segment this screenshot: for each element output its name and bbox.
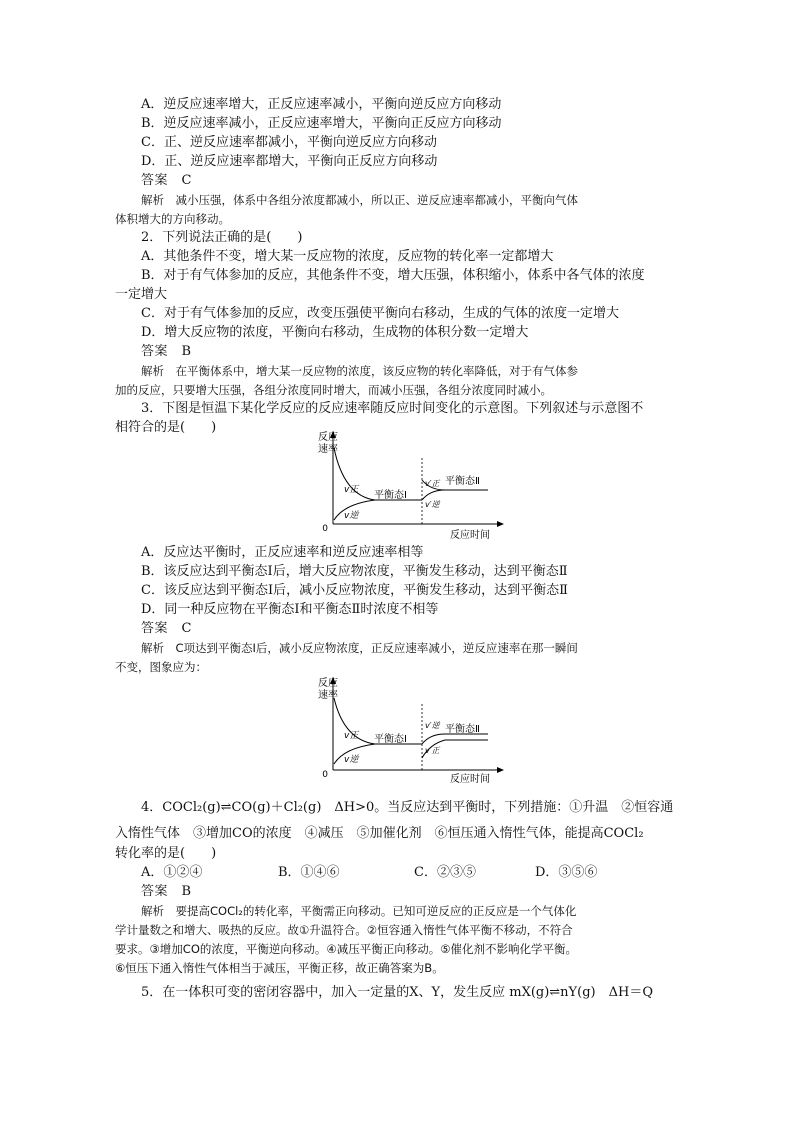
q2-option-b-line1: B．对于有气体参加的反应，其他条件不变，增大压强，体积缩小，体系中各气体的浓度 bbox=[141, 268, 645, 283]
q3-stem-line1: 3．下图是恒温下某化学反应的反应速率随反应时间变化的示意图。下列叙述与示意图不 bbox=[141, 401, 644, 416]
y-axis-label-2: 速率 bbox=[318, 690, 338, 701]
q3-option-c: C．该反应达到平衡态Ⅰ后，减小反应物浓度，平衡发生移动，达到平衡态Ⅱ bbox=[141, 583, 568, 598]
q4-analysis-line2: 学计量数之和增大、吸热的反应。故①升温符合。②恒容通入惰性气体平衡不移动，不符合 bbox=[115, 923, 573, 937]
rate-time-graph-2 bbox=[300, 674, 530, 786]
q4-stem-line1: 4．COCl₂(g)⇌CO(g)＋Cl₂(g) ΔH>0。当反应达到平衡时，下列措施：①升温 ②恒容通 bbox=[141, 800, 674, 815]
origin-label: 0 bbox=[322, 770, 328, 780]
x-axis-label: 反应时间 bbox=[450, 774, 490, 785]
q1-analysis-line2: 体积增大的方向移动。 bbox=[115, 212, 230, 226]
q5-stem-line1: 5．在一体积可变的密闭容器中，加入一定量的X、Y，发生反应 mX(g)⇌nY(g) ΔH＝Q bbox=[141, 985, 653, 1000]
state1-label: 平衡态Ⅰ bbox=[374, 734, 407, 745]
q2-analysis-line2: 加的反应，只要增大压强，各组分浓度同时增大，而减小压强，各组分浓度同时减小。 bbox=[115, 383, 552, 397]
q3-option-a: A．反应达平衡时，正反应速率和逆反应速率相等 bbox=[141, 545, 424, 560]
q3-analysis-line1: 解析 C项达到平衡态Ⅰ后，减小反应物浓度，正反应速率减小，逆反应速率在那一瞬间 bbox=[141, 641, 578, 655]
q3-option-b: B．该反应达到平衡态Ⅰ后，增大反应物浓度，平衡发生移动，达到平衡态Ⅱ bbox=[141, 564, 568, 579]
v-forward2-label: v′正 bbox=[425, 479, 440, 488]
q3-option-d: D．同一种反应物在平衡态Ⅰ和平衡态Ⅱ时浓度不相等 bbox=[141, 602, 439, 617]
q1-option-a: A．逆反应速率增大，正反应速率减小，平衡向逆反应方向移动 bbox=[141, 97, 502, 112]
q1-option-b: B．逆反应速率减小，正反应速率增大，平衡向正反应方向移动 bbox=[141, 116, 502, 131]
q1-answer: 答案 C bbox=[141, 173, 192, 188]
q2-stem: 2．下列说法正确的是( ) bbox=[141, 230, 303, 245]
y-axis-label-1: 反应 bbox=[318, 432, 338, 443]
q4-stem-line3: 转化率的是( ) bbox=[115, 846, 217, 861]
q4-analysis-line4: ⑥恒压下通入惰性气体相当于减压，平衡正移，故正确答案为B。 bbox=[115, 961, 444, 975]
q2-option-a: A．其他条件不变，增大某一反应物的浓度，反应物的转化率一定都增大 bbox=[141, 249, 554, 264]
v-reverse-label: v逆 bbox=[344, 755, 359, 765]
q1-option-d: D．正、逆反应速率都增大，平衡向正反应方向移动 bbox=[141, 154, 438, 169]
x-axis-arrow bbox=[497, 521, 504, 527]
rate-time-graph-1 bbox=[300, 428, 530, 544]
q4-answer: 答案 B bbox=[141, 884, 192, 899]
q3-stem-line2: 相符合的是( ) bbox=[115, 420, 217, 435]
state2-label: 平衡态Ⅱ bbox=[445, 476, 480, 487]
v-forward-label: v正 bbox=[344, 485, 359, 495]
v-forward-label: v正 bbox=[344, 731, 359, 741]
q2-analysis-line1: 解析 在平衡体系中，增大某一反应物的浓度，该反应物的转化率降低，对于有气体参 bbox=[141, 364, 578, 378]
q4-analysis-line3: 要求。③增加CO的浓度，平衡逆向移动。④减压平衡正向移动。⑤催化剂不影响化学平衡。 bbox=[115, 942, 578, 956]
q2-option-b-line2: 一定增大 bbox=[115, 287, 168, 302]
q2-option-d: D．增大反应物的浓度，平衡向右移动，生成物的体积分数一定增大 bbox=[141, 325, 529, 340]
q3-analysis-line2: 不变，图象应为： bbox=[115, 660, 207, 674]
v-forward2-label: v′正 bbox=[425, 746, 440, 755]
q3-answer: 答案 C bbox=[141, 621, 192, 636]
q4-option-d: D．③⑤⑥ bbox=[535, 865, 598, 880]
y-axis-label-2: 速率 bbox=[318, 444, 338, 455]
origin-label: 0 bbox=[322, 524, 328, 534]
x-axis-arrow bbox=[497, 767, 504, 773]
q1-option-c: C．正、逆反应速率都减小，平衡向逆反应方向移动 bbox=[141, 135, 437, 150]
q4-option-b: B．①④⑥ bbox=[278, 865, 340, 880]
q2-option-c: C．对于有气体参加的反应，改变压强使平衡向右移动，生成的气体的浓度一定增大 bbox=[141, 306, 619, 321]
q4-analysis-line1: 解析 要提高COCl₂的转化率，平衡需正向移动。已知可逆反应的正反应是一个气体化 bbox=[141, 904, 577, 918]
q1-analysis-line1: 解析 减小压强，体系中各组分浓度都减小，所以正、逆反应速率都减小，平衡向气体 bbox=[141, 193, 578, 207]
state1-label: 平衡态Ⅰ bbox=[374, 490, 407, 501]
q4-option-c: C．②③⑤ bbox=[414, 865, 476, 880]
v-reverse2-curve bbox=[422, 734, 488, 744]
v-reverse2-curve bbox=[422, 490, 445, 500]
q2-answer: 答案 B bbox=[141, 344, 192, 359]
q4-stem-line2: 入惰性气体 ③增加CO的浓度 ④减压 ⑤加催化剂 ⑥恒压通入惰性气体，能提高COCl₂ bbox=[115, 826, 644, 841]
x-axis-label: 反应时间 bbox=[450, 530, 490, 541]
v-reverse2-label: v′逆 bbox=[425, 721, 440, 730]
state2-label: 平衡态Ⅱ bbox=[445, 724, 480, 735]
q4-option-a: A．①②④ bbox=[141, 865, 203, 880]
v-reverse-label: v逆 bbox=[344, 511, 359, 521]
v-reverse2-label: v′逆 bbox=[425, 500, 440, 509]
y-axis-label-1: 反应 bbox=[318, 678, 338, 689]
